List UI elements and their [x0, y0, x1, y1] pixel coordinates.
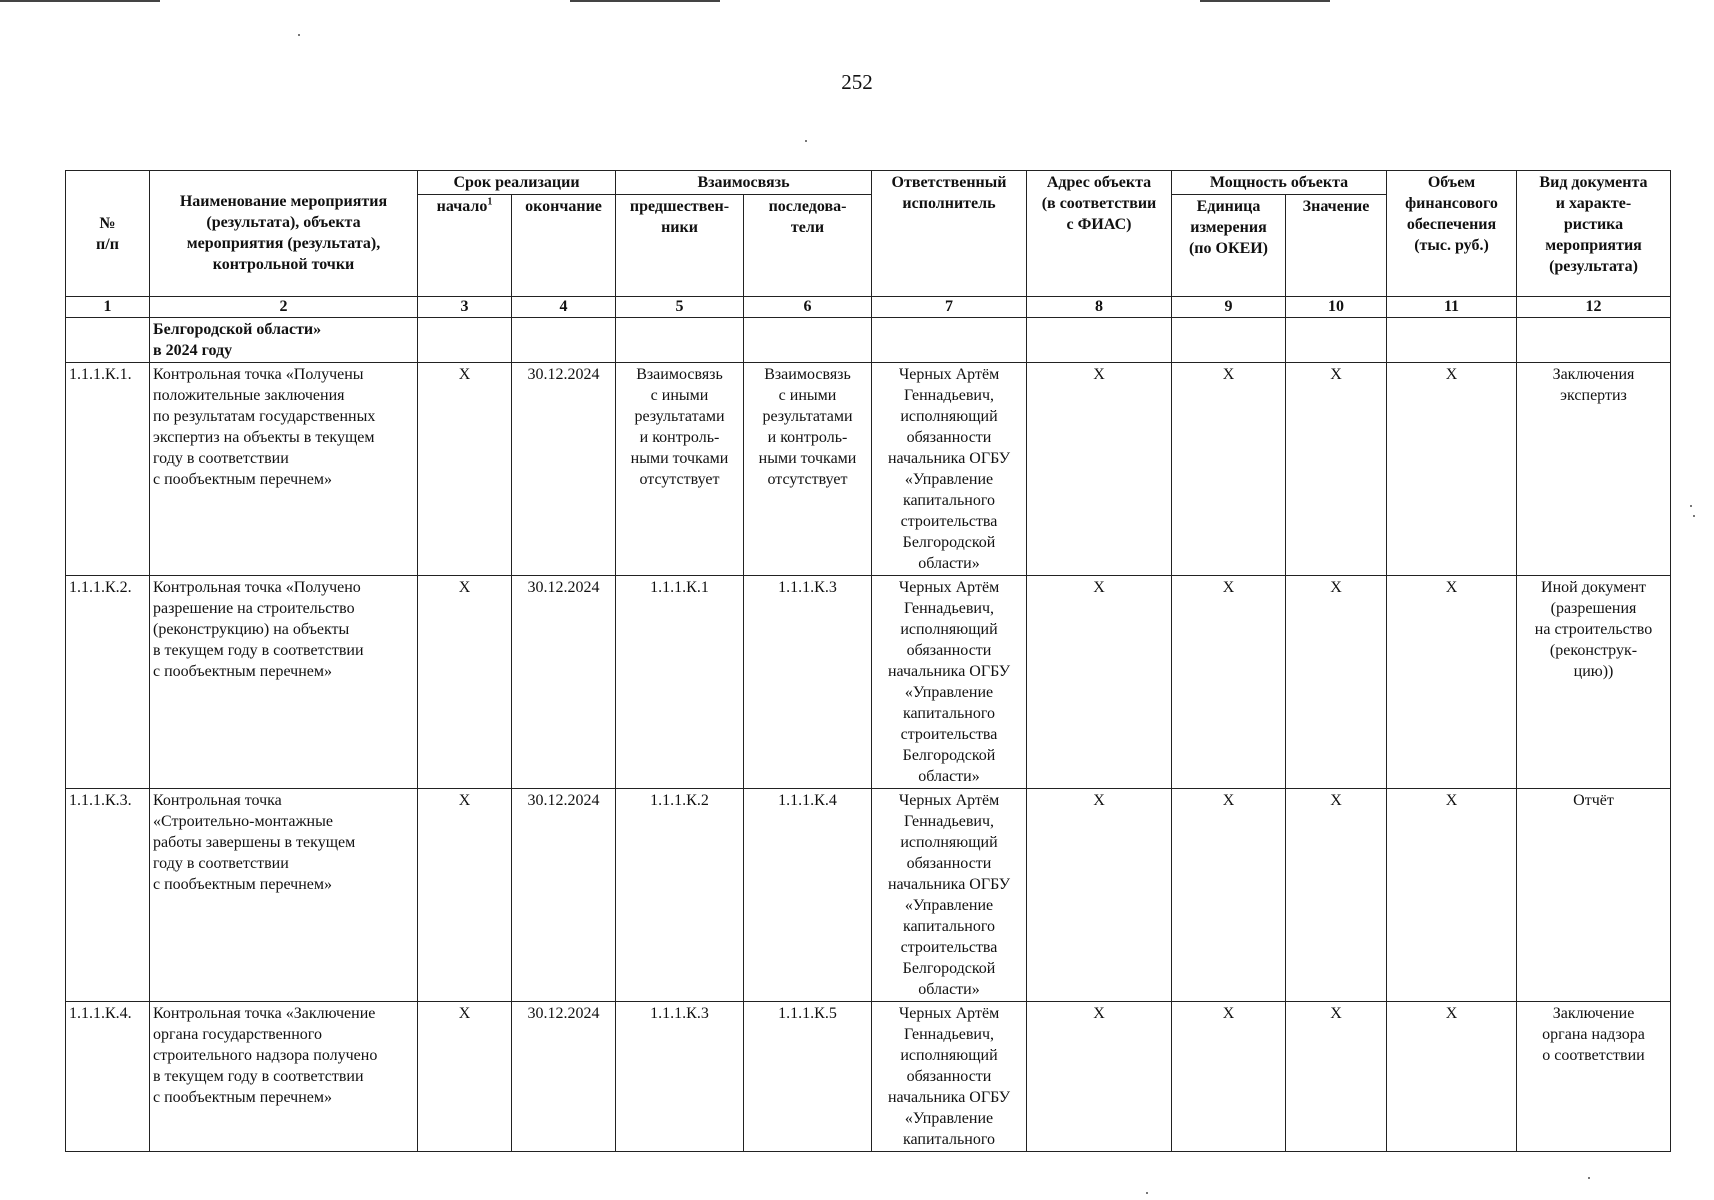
row-value: X [1286, 1002, 1387, 1152]
row-value: X [1286, 363, 1387, 576]
continuation-row [66, 318, 1671, 363]
row-address: X [1027, 789, 1172, 1002]
row-end: 30.12.2024 [512, 1002, 616, 1152]
row-finance: X [1387, 576, 1517, 789]
control-points-table [65, 170, 1671, 1152]
scan-edge-line [0, 0, 160, 2]
row-start: X [418, 1002, 512, 1152]
row-finance: X [1387, 1002, 1517, 1152]
row-num: 1.1.1.К.4. [66, 1002, 150, 1152]
header-term-end: окончание [512, 195, 616, 297]
row-finance: X [1387, 789, 1517, 1002]
header-responsible: Ответственный исполнитель [872, 171, 1027, 297]
table-row [66, 789, 1671, 1002]
row-responsible: Черных Артём Геннадьевич, исполняющий обязанности начальника ОГБУ «Управление капитального строительства Белгородской области» [872, 576, 1027, 789]
table-row [66, 1002, 1671, 1152]
column-number: 5 [616, 297, 744, 318]
row-name: Контрольная точка «Получено разрешение на строительство (реконструкцию) на объекты в текущем году в соответствии с пообъектным перечнем» [150, 576, 418, 789]
scan-speck [1146, 1192, 1148, 1194]
row-unit: X [1172, 363, 1286, 576]
header-doc-type: Вид документа и характе- ристика мероприятия (результата) [1517, 171, 1671, 297]
page-number: 252 [841, 70, 873, 94]
row-predecessors: 1.1.1.К.1 [616, 576, 744, 789]
scan-edge-line [1200, 0, 1330, 2]
header-name: Наименование мероприятия (результата), объекта мероприятия (результата), контрольной точки [150, 171, 418, 297]
row-num: 1.1.1.К.2. [66, 576, 150, 789]
row-start: X [418, 576, 512, 789]
scan-speck [1690, 505, 1692, 507]
scan-speck [1588, 1177, 1590, 1179]
row-successors: 1.1.1.К.4 [744, 789, 872, 1002]
row-value: X [1286, 576, 1387, 789]
row-address: X [1027, 1002, 1172, 1152]
header-successors: последова- тели [744, 195, 872, 297]
header-finance: Объем финансового обеспечения (тыс. руб.) [1387, 171, 1517, 297]
row-successors: Взаимосвязь с иными результатами и контроль- ными точками отсутствует [744, 363, 872, 576]
header-capacity-group: Мощность объекта [1172, 171, 1387, 195]
header-predecessors: предшествен- ники [616, 195, 744, 297]
row-name: Контрольная точка «Заключение органа государственного строительного надзора получено в текущем году в соответствии с пообъектным перечнем» [150, 1002, 418, 1152]
header-num: № п/п [66, 171, 150, 297]
row-doc-type: Заключение органа надзора о соответствии [1517, 1002, 1671, 1152]
row-successors: 1.1.1.К.5 [744, 1002, 872, 1152]
column-number: 3 [418, 297, 512, 318]
header-address: Адрес объекта (в соответствии с ФИАС) [1027, 171, 1172, 297]
column-number: 1 [66, 297, 150, 318]
row-doc-type: Иной документ (разрешения на строительство (реконструк- цию)) [1517, 576, 1671, 789]
row-predecessors: 1.1.1.К.2 [616, 789, 744, 1002]
row-predecessors: 1.1.1.К.3 [616, 1002, 744, 1152]
row-end: 30.12.2024 [512, 576, 616, 789]
row-finance: X [1387, 363, 1517, 576]
row-name: Контрольная точка «Строительно-монтажные работы завершены в текущем году в соответствии с пообъектным перечнем» [150, 789, 418, 1002]
column-number: 7 [872, 297, 1027, 318]
row-num: 1.1.1.К.1. [66, 363, 150, 576]
row-unit: X [1172, 789, 1286, 1002]
table-body [66, 297, 1671, 1152]
row-doc-type: Заключения экспертиз [1517, 363, 1671, 576]
row-address: X [1027, 363, 1172, 576]
column-number: 9 [1172, 297, 1286, 318]
row-end: 30.12.2024 [512, 789, 616, 1002]
row-unit: X [1172, 576, 1286, 789]
row-name: Контрольная точка «Получены положительные заключения по результатам государственных экспертиз на объекты в текущем году в соответствии с пообъектным перечнем» [150, 363, 418, 576]
column-number: 2 [150, 297, 418, 318]
column-number-row [66, 297, 1671, 318]
table-row [66, 363, 1671, 576]
column-number: 4 [512, 297, 616, 318]
scan-speck [1693, 515, 1695, 517]
row-responsible: Черных Артём Геннадьевич, исполняющий обязанности начальника ОГБУ «Управление капитального строительства Белгородской области» [872, 789, 1027, 1002]
header-relation-group: Взаимосвязь [616, 171, 872, 195]
footnote-marker: 1 [487, 196, 493, 208]
row-responsible: Черных Артём Геннадьевич, исполняющий обязанности начальника ОГБУ «Управление капитального [872, 1002, 1027, 1152]
continuation-text: Белгородской области» в 2024 году [150, 318, 418, 363]
column-number: 11 [1387, 297, 1517, 318]
table-header [66, 171, 1671, 297]
scan-edge-line [570, 0, 720, 2]
row-responsible: Черных Артём Геннадьевич, исполняющий обязанности начальника ОГБУ «Управление капитального строительства Белгородской области» [872, 363, 1027, 576]
row-end: 30.12.2024 [512, 363, 616, 576]
row-successors: 1.1.1.К.3 [744, 576, 872, 789]
column-number: 6 [744, 297, 872, 318]
header-unit: Единица измерения (по ОКЕИ) [1172, 195, 1286, 297]
header-value: Значение [1286, 195, 1387, 297]
column-number: 10 [1286, 297, 1387, 318]
row-doc-type: Отчёт [1517, 789, 1671, 1002]
row-start: X [418, 789, 512, 1002]
scan-speck [298, 34, 300, 36]
column-number: 12 [1517, 297, 1671, 318]
header-term-group: Срок реализации [418, 171, 616, 195]
row-unit: X [1172, 1002, 1286, 1152]
row-predecessors: Взаимосвязь с иными результатами и контроль- ными точками отсутствует [616, 363, 744, 576]
table-row [66, 576, 1671, 789]
header-term-start-label: начало [436, 198, 488, 215]
header-term-start [418, 195, 512, 297]
row-start: X [418, 363, 512, 576]
row-value: X [1286, 789, 1387, 1002]
row-address: X [1027, 576, 1172, 789]
row-num: 1.1.1.К.3. [66, 789, 150, 1002]
column-number: 8 [1027, 297, 1172, 318]
scan-speck [805, 140, 807, 142]
